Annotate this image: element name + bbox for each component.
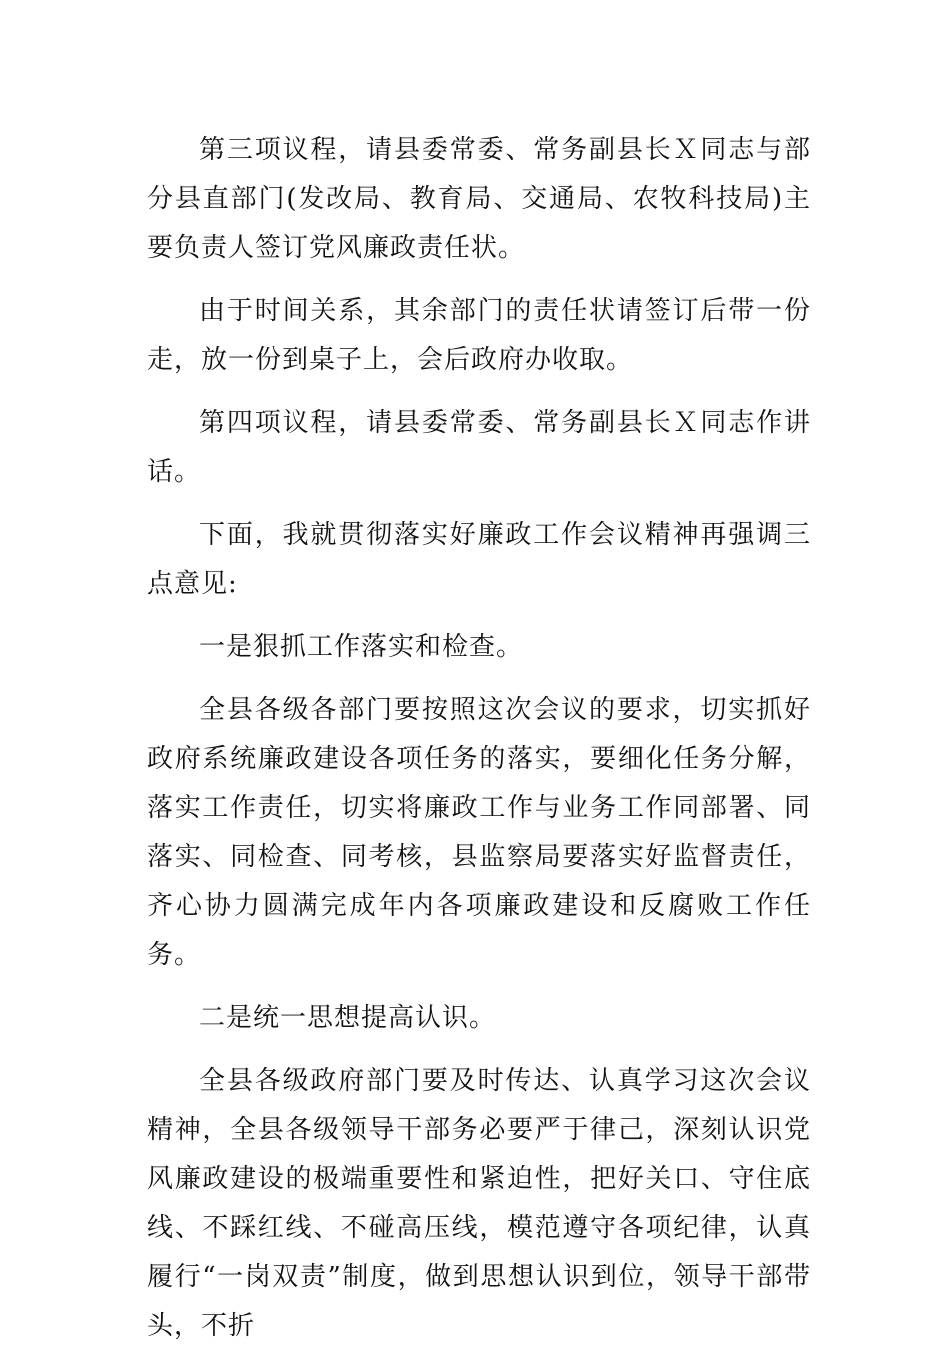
document-body bbox=[147, 126, 811, 1351]
paragraph-point-1-heading: 一是狠抓工作落实和检查。 bbox=[199, 632, 524, 662]
paragraph-agenda-item-3: 第三项议程，请县委常委、常务副县长Ｘ同志与部分县直部门(发改局、教育局、交通局、农牧科技局)主要负责人签订党风廉政责任状。 bbox=[147, 135, 811, 263]
paragraph-point-2-body: 全县各级政府部门要及时传达、认真学习这次会议精神，全县各级领导干部务必要严于律己，深刻认识党风廉政建设的极端重要性和紧迫性，把好关口、守住底线、不踩红线、不碰高压线，模范遵守各项纪律，认真履行“一岗双责”制度，做到思想认识到位，领导干部带头，不折 bbox=[147, 1066, 811, 1341]
paragraph-time-note: 由于时间关系，其余部门的责任状请签订后带一份走，放一份到桌子上，会后政府办收取。 bbox=[147, 296, 811, 375]
paragraph-intro-three-points: 下面，我就贯彻落实好廉政工作会议精神再强调三点意见: bbox=[147, 520, 811, 599]
paragraph-agenda-item-4: 第四项议程，请县委常委、常务副县长Ｘ同志作讲话。 bbox=[147, 408, 811, 487]
paragraph-point-2-heading: 二是统一思想提高认识。 bbox=[199, 1003, 497, 1033]
paragraph-point-1-body: 全县各级各部门要按照这次会议的要求，切实抓好政府系统廉政建设各项任务的落实，要细化任务分解，落实工作责任，切实将廉政工作与业务工作同部署、同落实、同检查、同考核，县监察局要落实好监督责任，齐心协力圆满完成年内各项廉政建设和反腐败工作任务。 bbox=[147, 695, 811, 970]
